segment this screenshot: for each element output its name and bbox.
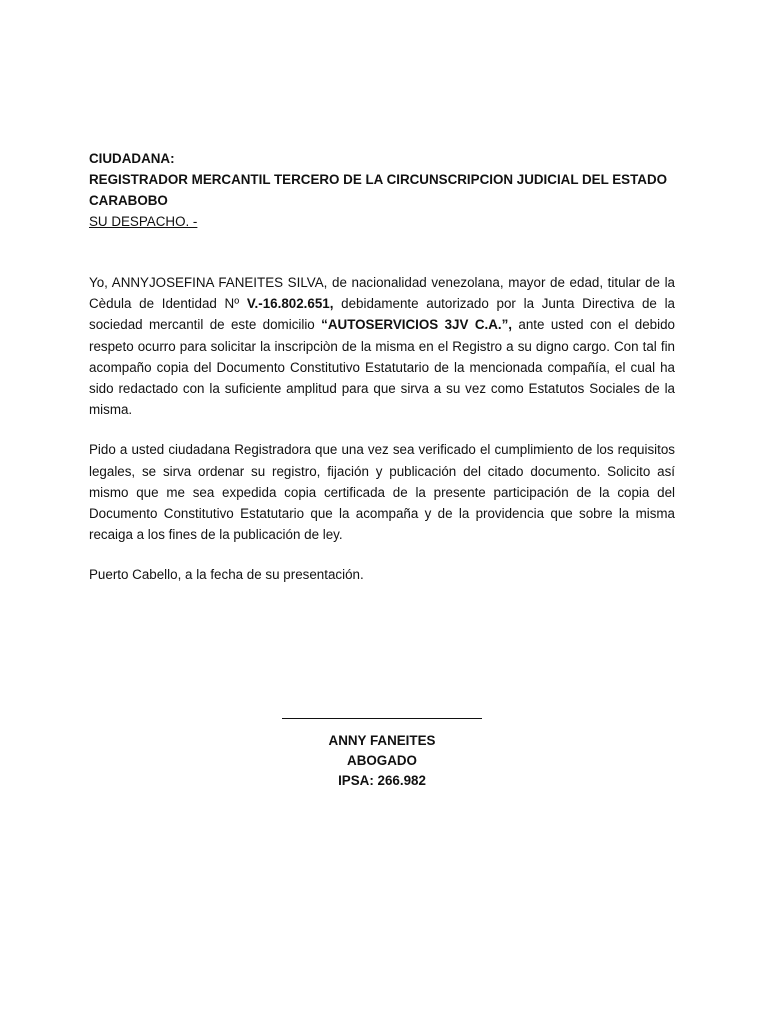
addressee-office: REGISTRADOR MERCANTIL TERCERO DE LA CIRCUNSCRIPCION JUDICIAL DEL ESTADO CARABOBO — [89, 172, 668, 208]
addressee-salutation: CIUDADANA: — [89, 151, 175, 166]
cedula-number: V.-16.802.651, — [246, 296, 334, 312]
company-name: “AUTOSERVICIOS 3JV C.A.”, — [321, 317, 513, 333]
signature-line — [282, 718, 482, 719]
paragraph-petition: Pido a usted ciudadana Registradora que una vez sea verificado el cumplimiento de los requisitos legales, se sirva ordenar su registro, fijación y publicación del citado documento. Solicito así mismo que me sea expedida copia certificada de la presente participación de la copia del Documento Constitutivo Estatutario que la acompaña y de la providencia que sobre la misma recaiga a los fines de la publicación de ley. — [89, 442, 675, 543]
signer-title: ABOGADO — [347, 753, 417, 768]
paragraph-request-part1: Yo, ANNYJOSEFINA FANEITES SILVA, de nacionalidad venezolana, mayor de edad, titular de la Cèdula de Identidad Nº — [89, 275, 675, 312]
paragraph-request-part3: ante usted con el debido respeto ocurro para solicitar la inscripciòn de la misma en el Registro a su digno cargo. Con tal fin acompaño copia del Documento Constitutivo Estatutario de la mencionada compañía, el cual ha sido redactado con la suficiente amplitud para que sirva a su vez como Estatutos Sociales de la misma. — [89, 317, 675, 418]
signature-block — [282, 718, 482, 791]
paragraph-request-part2: debidamente autorizado por la Junta Directiva de la sociedad mercantil de este domicilio — [89, 296, 675, 333]
closing-line: Puerto Cabello, a la fecha de su presentación. — [89, 567, 364, 583]
letter-body — [89, 272, 675, 605]
signer-ipsa: IPSA: 266.982 — [338, 773, 426, 788]
paragraph-request — [89, 272, 675, 420]
addressee-despacho: SU DESPACHO. - — [89, 214, 198, 229]
signer-name: ANNY FANEITES — [328, 733, 436, 748]
addressee-block — [89, 148, 677, 232]
